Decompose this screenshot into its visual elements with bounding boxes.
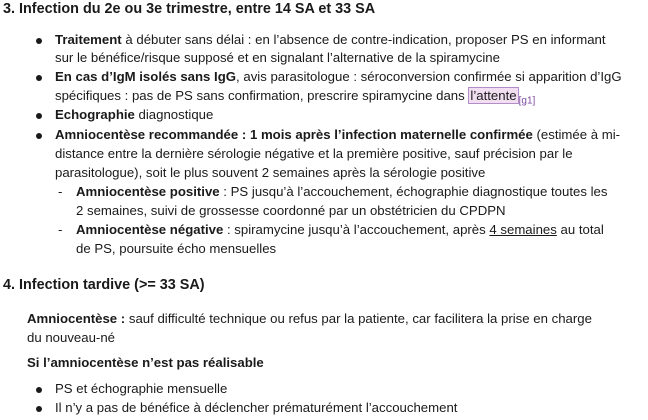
subitem-positive-line1: Amniocentèse positive : PS jusqu’à l’accouchement, échographie diagnostique toutes les	[76, 184, 608, 199]
amnio-para-label: Amniocentèse :	[27, 311, 126, 326]
section-4-bullet: Il n’y a pas de bénéfice à déclencher prématurément l’accouchement	[55, 400, 458, 415]
comment-anchor[interactable]: l’attente	[470, 88, 517, 103]
section-3-heading: 3. Infection du 2e ou 3e trimestre, entre 14 SA et 33 SA	[3, 1, 376, 17]
bullet-dot	[36, 387, 42, 393]
subitem-positive-label: Amniocentèse positive	[76, 184, 220, 199]
bullet-dot	[36, 113, 42, 119]
bullet-amnio-line3: parasitologue), soit le plus souvent 2 semaines après la sérologie positive	[55, 165, 486, 180]
section-4-subheading: Si l’amniocentèse n’est pas réalisable	[27, 355, 264, 370]
bullet-dot	[36, 75, 42, 81]
comment-marker[interactable]: [g1]	[518, 95, 536, 107]
dash-marker: -	[58, 184, 63, 199]
bullet-igm-line2: spécifiques : pas de PS sans confirmation, prescrire spiramycine dans l’attente $_{[g1]}$	[55, 88, 536, 107]
subitem-negative-line2: de PS, poursuite écho mensuelles	[76, 241, 277, 256]
dash-marker: -	[58, 222, 63, 237]
bullet-igm-label: En cas d’IgM isolés sans IgG	[55, 69, 237, 84]
subitem-negative-line1: Amniocentèse négative : spiramycine jusqu’à l’accouchement, après 4 semaines au total	[76, 222, 604, 237]
bullet-amnio-line1: Amniocentèse recommandée : 1 mois après l’infection maternelle confirmée (estimée à mi-	[55, 127, 621, 142]
amnio-para-line2: du nouveau-né	[27, 330, 115, 345]
bullet-dot	[36, 133, 42, 139]
amnio-para-line1: Amniocentèse : sauf difficulté technique ou refus par la patiente, car facilitera la prise en charge	[27, 311, 592, 326]
bullet-amnio-line2: distance entre la dernière sérologie négative et la première positive, sauf précision par le	[55, 146, 573, 161]
bullet-dot	[36, 406, 42, 412]
bullet-traitement-line2: sur le bénéfice/risque supposé et en signalant l’alternative de la spiramycine	[55, 50, 500, 65]
bullet-echographie-label: Echographie	[55, 107, 135, 122]
section-4-heading: 4. Infection tardive (>= 33 SA)	[3, 277, 205, 293]
subitem-negative-label: Amniocentèse négative	[76, 222, 224, 237]
bullet-amnio-label: Amniocentèse recommandée : 1 mois après l’infection maternelle confirmée	[55, 127, 533, 142]
bullet-traitement-label: Traitement	[55, 32, 122, 47]
bullet-dot	[36, 38, 42, 44]
section-4-bullet: PS et échographie mensuelle	[55, 381, 228, 396]
bullet-igm-line1: En cas d’IgM isolés sans IgG, avis parasitologue : séroconversion confirmée si apparition d’IgG	[55, 69, 622, 84]
bullet-traitement-line1: Traitement à débuter sans délai : en l’absence de contre-indication, proposer PS en informant	[55, 32, 606, 47]
subitem-positive-line2: 2 semaines, suivi de grossesse coordonné par un obstétricien du CPDPN	[76, 203, 506, 218]
bullet-echographie: Echographie diagnostique	[55, 107, 214, 122]
